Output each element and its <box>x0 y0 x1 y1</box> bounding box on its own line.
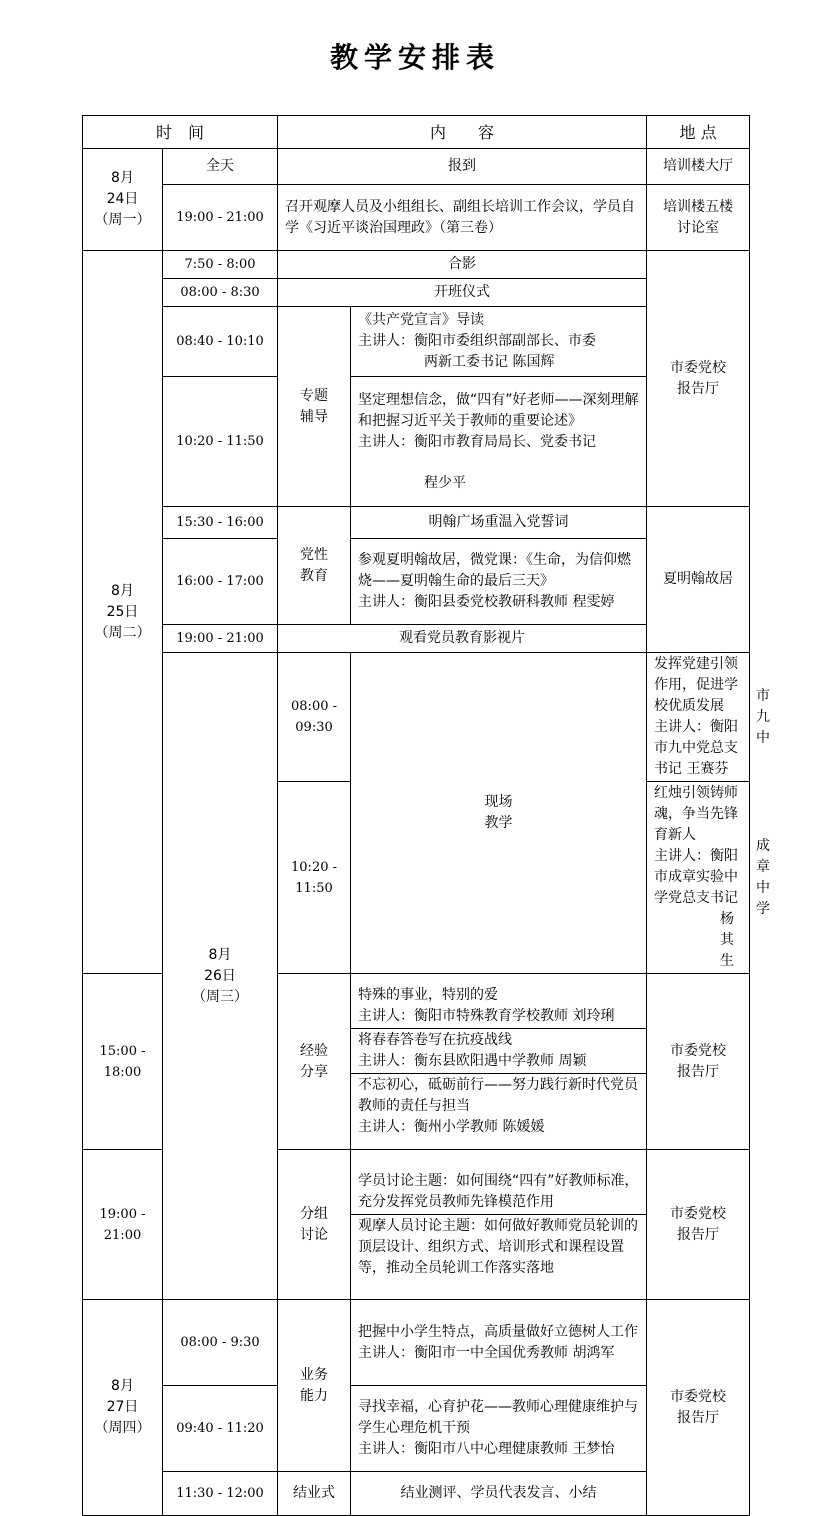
category-cell: 党性 教育 <box>278 507 351 625</box>
time-cell: 7:50 - 8:00 <box>163 251 278 279</box>
table-row <box>83 507 750 539</box>
sharing-item-1: 特殊的事业，特别的爱 主讲人：衡阳市特殊教育学校教师 刘玲琍 <box>351 984 646 1029</box>
place-cell: 培训楼五楼 讨论室 <box>647 185 750 251</box>
content-cell: 开班仪式 <box>278 279 647 307</box>
time-cell: 15:00 - 18:00 <box>83 974 163 1150</box>
table-row <box>83 1300 750 1386</box>
category-cell: 结业式 <box>278 1472 351 1516</box>
time-cell: 19:00 - 21:00 <box>83 1150 163 1300</box>
table-row: 8月 26日 （周三） 08:00 - 09:30 现场 教学 发挥党建引领作用，促进学校优质发展 主讲人：衡阳市九中党总支书记 王赛芬 市九中 <box>83 653 750 782</box>
day-cell-27: 8月 27日 （周四） <box>83 1300 163 1516</box>
header-content: 内 容 <box>278 116 647 149</box>
time-cell: 08:00 - 8:30 <box>163 279 278 307</box>
content-cell: 《共产党宣言》导读 主讲人：衡阳市委组织部副部长、市委 两新工委书记 陈国辉 <box>351 307 647 377</box>
category-cell: 分组 讨论 <box>278 1150 351 1300</box>
content-cell <box>351 1150 647 1300</box>
header-row <box>83 116 750 149</box>
content-cell: 明翰广场重温入党誓词 <box>351 507 647 539</box>
content-cell: 发挥党建引领作用，促进学校优质发展 主讲人：衡阳市九中党总支书记 王赛芬 <box>647 653 750 782</box>
page-title: 教学安排表 <box>329 41 500 74</box>
sharing-item-2: 将春春答卷写在抗疫战线 主讲人：衡东县欧阳遇中学教师 周颖 <box>351 1029 646 1074</box>
content-cell: 坚定理想信念，做“四有”好老师——深刻理解和把握习近平关于教师的重要论述》 主讲人：衡阳市教育局局长、党委书记 程少平 <box>351 377 647 507</box>
time-cell: 16:00 - 17:00 <box>163 539 278 625</box>
place-cell: 市委党校 报告厅 <box>647 974 750 1150</box>
discussion-topic-1: 学员讨论主题：如何围绕“四有”好教师标准，充分发挥党员教师先锋模范作用 <box>351 1170 646 1215</box>
sharing-item-3: 不忘初心，砥砺前行——努力践行新时代党员教师的责任与担当 主讲人：衡州小学教师 陈媛媛 <box>358 1077 639 1135</box>
content-cell <box>351 974 647 1150</box>
time-cell: 19:00 - 21:00 <box>163 185 278 251</box>
time-cell: 08:00 - 9:30 <box>163 1300 278 1386</box>
time-cell: 08:40 - 10:10 <box>163 307 278 377</box>
place-cell: 市委党校 报告厅 <box>647 251 750 507</box>
place-cell: 夏明翰故居 <box>647 507 750 653</box>
content-cell: 把握中小学生特点，高质量做好立德树人工作 主讲人：衡阳市一中全国优秀教师 胡鸿军 <box>351 1300 647 1386</box>
table-row <box>83 149 750 185</box>
place-cell: 市委党校 报告厅 <box>647 1300 750 1516</box>
day-cell-24: 8月 24日 （周一） <box>83 149 163 251</box>
discussion-topic-2: 观摩人员讨论主题：如何做好教师党员轮训的顶层设计、组织方式、培训形式和课程设置等，推动全员轮训工作落实落地 <box>358 1217 639 1276</box>
day-cell-26: 8月 26日 （周三） <box>163 653 278 1300</box>
content-cell: 参观夏明翰故居，微党课：《生命，为信仰燃烧——夏明翰生命的最后三天》 主讲人：衡阳县委党校教研科教师 程雯婷 <box>351 539 647 625</box>
time-cell: 11:30 - 12:00 <box>163 1472 278 1516</box>
time-cell: 10:20 - 11:50 <box>278 782 351 974</box>
time-cell: 全天 <box>163 149 278 185</box>
time-cell: 10:20 - 11:50 <box>163 377 278 507</box>
header-place: 地 点 <box>647 116 750 149</box>
category-cell: 业务 能力 <box>278 1300 351 1472</box>
content-cell: 结业测评、学员代表发言、小结 <box>351 1472 647 1516</box>
category-cell: 经验 分享 <box>278 974 351 1150</box>
time-cell: 08:00 - 09:30 <box>278 653 351 782</box>
content-cell: 召开观摩人员及小组组长、副组长培训工作会议，学员自学《习近平谈治国理政》（第三卷） <box>278 185 647 251</box>
category-cell: 现场 教学 <box>351 653 647 974</box>
time-cell: 15:30 - 16:00 <box>163 507 278 539</box>
time-cell: 19:00 - 21:00 <box>163 625 278 653</box>
content-cell: 红烛引领铸师魂，争当先锋育新人 主讲人：衡阳市成章实验中学党总支书记 杨其生 <box>647 782 750 974</box>
table-row <box>83 185 750 251</box>
content-cell: 寻找幸福，心育护花——教师心理健康维护与学生心理危机干预 主讲人：衡阳市八中心理健康教师 王梦怡 <box>351 1386 647 1472</box>
time-cell: 09:40 - 11:20 <box>163 1386 278 1472</box>
place-cell: 培训楼大厅 <box>647 149 750 185</box>
table-row <box>83 251 750 279</box>
content-cell: 报到 <box>278 149 647 185</box>
schedule-table <box>82 115 771 1516</box>
place-cell: 市委党校 报告厅 <box>647 1150 750 1300</box>
table-row: 10:20 - 11:50 红烛引领铸师魂，争当先锋育新人 主讲人：衡阳市成章实验中学党总支书记 杨其生 成章中学 <box>83 782 750 974</box>
day-cell-25: 8月 25日 （周二） <box>83 251 163 974</box>
content-cell: 观看党员教育影视片 <box>278 625 647 653</box>
category-cell: 专题 辅导 <box>278 307 351 507</box>
header-time: 时 间 <box>83 116 278 149</box>
content-cell: 合影 <box>278 251 647 279</box>
